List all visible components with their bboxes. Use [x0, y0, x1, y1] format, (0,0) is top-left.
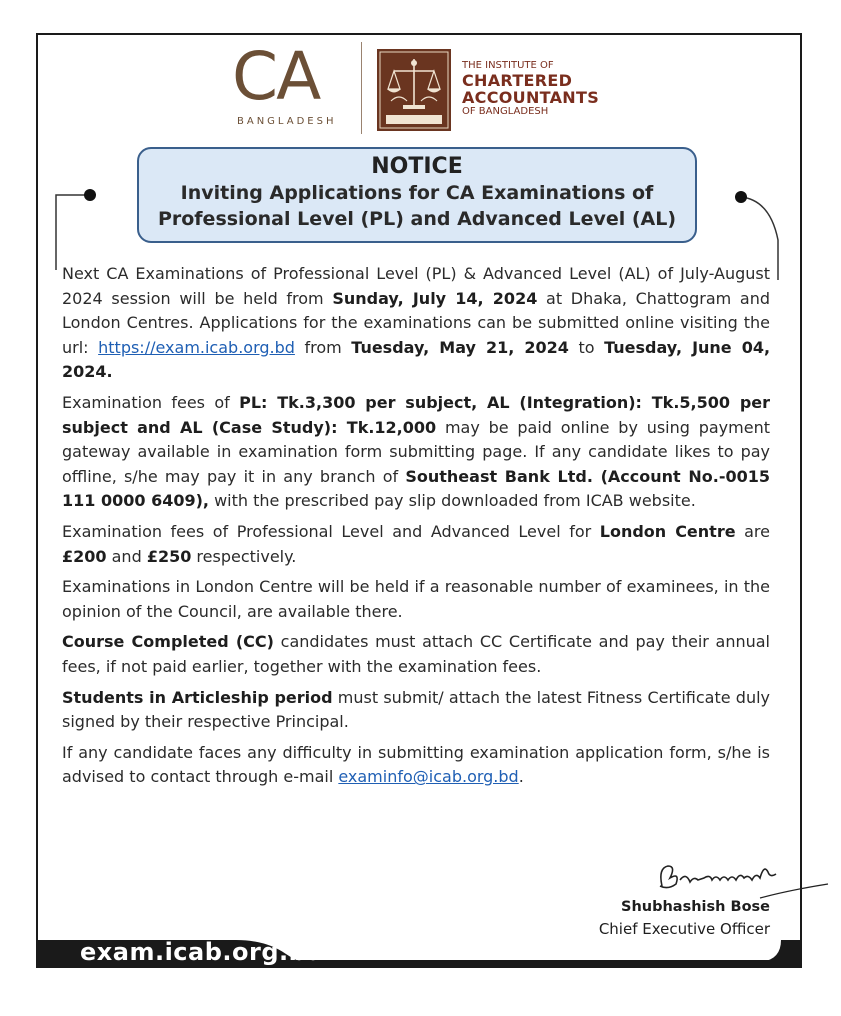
text: If any candidate faces any difficulty in submitting examination application form, s/he is advised to contact through e-mail [62, 742, 770, 787]
text: respectively. [191, 546, 297, 566]
paragraph-fees [62, 391, 770, 514]
paragraph-london-fees [62, 520, 770, 569]
notice-subtitle-line2: Professional Level (PL) and Advanced Level (AL) [157, 208, 677, 230]
text: from [294, 337, 352, 357]
icab-crest-icon [377, 49, 451, 131]
application-end-date: Tuesday, June 04, 2024. [62, 337, 771, 382]
notice-body [62, 262, 770, 796]
exam-portal-link[interactable]: https://exam.icab.org.bd [98, 337, 295, 357]
paragraph-contact [62, 741, 770, 790]
icab-wordmark [462, 60, 599, 118]
icab-line-institute: THE INSTITUTE OF [462, 60, 554, 71]
text: Next CA Examinations of Professional Level (PL) & Advanced Level (AL) of July-August 2024 session will be held from [62, 264, 770, 308]
ca-bangladesh-logo [232, 38, 352, 132]
ca-logo-country: BANGLADESH [237, 116, 337, 127]
notice-heading: NOTICE [371, 154, 463, 179]
text: are [735, 521, 770, 541]
signatory-name: Shubhashish Bose [621, 899, 770, 915]
exam-date: Sunday, July 14, 2024 [332, 288, 538, 308]
text: may be paid online by using payment gateway available in examination form submitting page. If any candidate likes to pay offline, s/he may pay it in any branch of [62, 417, 770, 486]
london-centre: London Centre [599, 521, 736, 541]
paragraph-schedule [62, 262, 770, 385]
left-connector [50, 180, 110, 270]
footer-url[interactable]: exam.icab.org.bd [80, 938, 325, 966]
icab-line-accountants: ACCOUNTANTS [462, 88, 600, 107]
text: at Dhaka, Chattogram and London Centres. Applications for the examinations can be submitted online visiting the url: [62, 288, 771, 357]
course-completed-label: Course Completed (CC) [62, 632, 274, 652]
notice-title-box [137, 147, 697, 243]
contact-email-link[interactable]: examinfo@icab.org.bd [338, 767, 519, 787]
fee-schedule: PL: Tk.3,300 per subject, AL (Integration): Tk.5,500 per subject and AL (Case Study): Tk.12,000 [62, 392, 771, 437]
logo-divider [361, 42, 362, 134]
ca-logo-letters: CA [232, 38, 320, 115]
text: to [568, 337, 605, 357]
notice-subtitle-line1: Inviting Applications for CA Examinations of [180, 182, 654, 204]
text: Examination fees of [62, 392, 240, 412]
icab-line-chartered: CHARTERED [462, 71, 573, 90]
london-fee-al: £250 [146, 546, 192, 566]
signatory-title: Chief Executive Officer [598, 920, 770, 938]
text: with the prescribed pay slip downloaded from ICAB website. [209, 491, 696, 511]
text: and [106, 546, 147, 566]
articleship-label: Students in Articleship period [62, 687, 333, 707]
paragraph-course-completed [62, 630, 770, 679]
london-fee-pl: £200 [62, 546, 107, 566]
text: candidates must attach CC Certificate and pay their annual fees, if not paid earlier, together with the examination fees. [62, 632, 771, 676]
paragraph-london-condition: Examinations in London Centre will be held if a reasonable number of examinees, in the opinion of the Council, are available there. [62, 577, 770, 621]
text: Examination fees of Professional Level and Advanced Level for [62, 521, 600, 541]
icab-line-bangladesh: OF BANGLADESH [462, 106, 549, 117]
text: . [518, 767, 524, 787]
bank-account: Southeast Bank Ltd. (Account No.-0015 111 0000 6409), [62, 466, 770, 511]
text: must submit/ attach the latest Fitness Certificate duly signed by their respective Principal. [62, 687, 770, 732]
application-start-date: Tuesday, May 21, 2024 [351, 337, 569, 357]
paragraph-articleship [62, 686, 770, 735]
